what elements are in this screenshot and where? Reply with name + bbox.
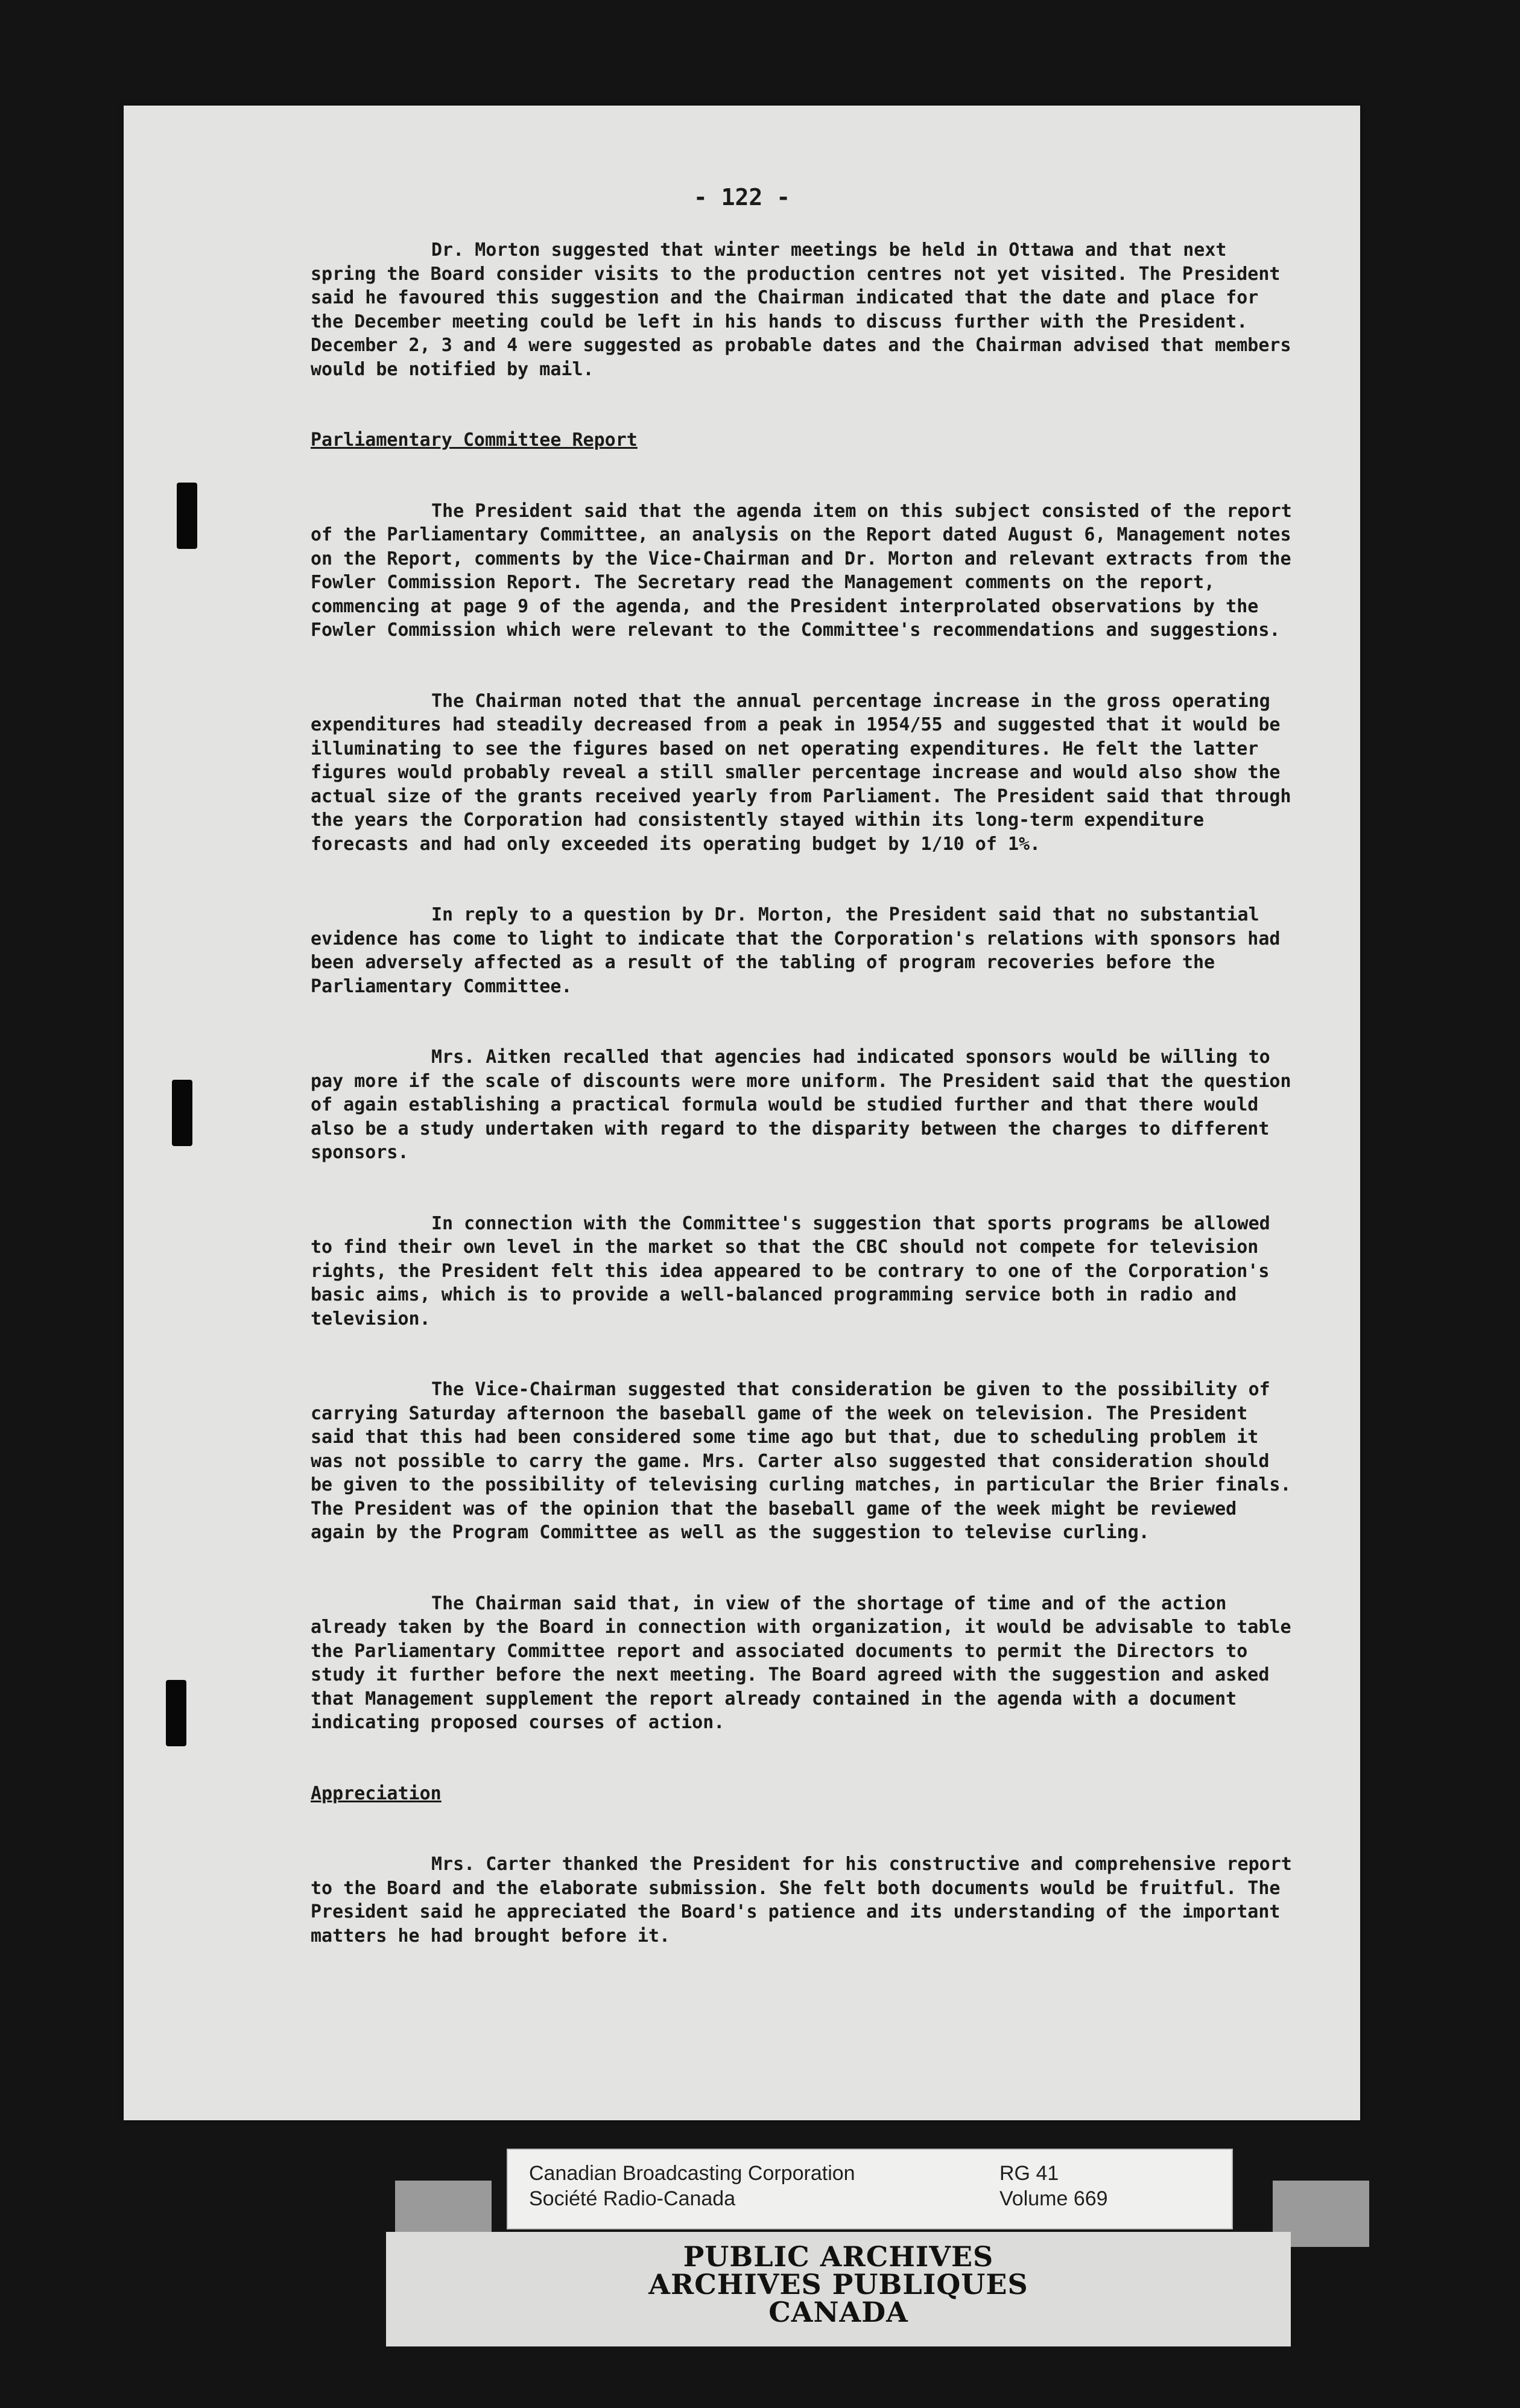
organization-name-en: Canadian Broadcasting Corporation xyxy=(529,2162,855,2185)
paragraph: Dr. Morton suggested that winter meetings be held in Ottawa and that next spring the Board consider visits to the production centres not yet visited. The President said he favoured this suggestion and the Chairman indicated that the date and place for the December meeting could be left in his hands to discuss further with the President. December 2, 3 and 4 were suggested as probable dates and the Chairman advised that members would be notified by mail. xyxy=(311,239,1291,380)
archive-stamp-line: CANADA xyxy=(768,2296,908,2328)
archive-stamp xyxy=(386,2240,1291,2328)
archive-stamp-band xyxy=(386,2232,1291,2346)
paragraph: The Chairman noted that the annual percentage increase in the gross operating expenditures had steadily decreased from a peak in 1954/55 and suggested that it would be illuminating to see the figures based on net operating expenditures. He felt the latter figures would probably reveal a still smaller percentage increase and would also show the actual size of the grants received yearly from Parliament. The President said that through the years the Corporation had consistently stayed within its long-term expenditure forecasts and had only exceeded its operating budget by 1/10 of 1%. xyxy=(311,690,1291,855)
record-group: RG 41 xyxy=(999,2162,1059,2185)
document-body xyxy=(311,238,1300,1995)
page-number: - 122 - xyxy=(693,184,791,211)
section-heading: Parliamentary Committee Report xyxy=(311,429,638,451)
binding-hole-mark xyxy=(172,1080,192,1146)
binding-hole-mark xyxy=(177,483,197,549)
archive-stamp-line: ARCHIVES PUBLIQUES xyxy=(648,2268,1028,2301)
organization-name-fr: Société Radio-Canada xyxy=(529,2187,736,2210)
paragraph: In reply to a question by Dr. Morton, the President said that no substantial evidence has come to light to indicate that the Corporation's relations with sponsors had been adversely affected as a result of the tabling of program recoveries before the Parliamentary Committee. xyxy=(311,904,1281,997)
paragraph: In connection with the Committee's suggestion that sports programs be allowed to find their own level in the market so that the CBC should not compete for television rights, the President felt this idea appeared to be contrary to one of the Corporation's basic aims, which is to provide a well-balanced programming service both in radio and television. xyxy=(311,1212,1270,1329)
paragraph: The Vice-Chairman suggested that consideration be given to the possibility of carrying Saturday afternoon the baseball game of the week on television. The President said that this had been considered some time ago but that, due to scheduling problem it was not possible to carry the game. Mrs. Carter also suggested that consideration should be given to the possibility of televising curling matches, in particular the Brier finals. The President was of the opinion that the baseball game of the week might be reviewed again by the Program Committee as well as the suggestion to televise curling. xyxy=(311,1379,1291,1543)
archive-label-card xyxy=(507,2149,1233,2229)
paragraph: The Chairman said that, in view of the shortage of time and of the action already taken by the Board in connection with organization, it would be advisable to table the Parliamentary Committee report and associated documents to permit the Directors to study it further before the next meeting. The Board agreed with the suggestion and asked that Management supplement the report already contained in the agenda with a document indicating proposed courses of action. xyxy=(311,1592,1291,1733)
paragraph: Mrs. Aitken recalled that agencies had indicated sponsors would be willing to pay more if the scale of discounts were more uniform. The President said that the question of again establishing a practical formula would be studied further and that there would also be a study undertaken with regard to the disparity between the charges to different sponsors. xyxy=(311,1047,1291,1163)
paragraph: The President said that the agenda item on this subject consisted of the report of the Parliamentary Committee, an analysis on the Report dated August 6, Management notes on the Report, comments by the Vice-Chairman and Dr. Morton and relevant extracts from the Fowler Commission Report. The Secretary read the Management comments on the report, commencing at page 9 of the agenda, and the President interprolated observations by the Fowler Commission which were relevant to the Committee's recommendations and suggestions. xyxy=(311,500,1292,641)
archive-stamp-line: PUBLIC ARCHIVES xyxy=(683,2240,994,2273)
paragraph: Mrs. Carter thanked the President for his constructive and comprehensive report to the Board and the elaborate submission. She felt both documents would be fruitful. The President said he appreciated the Board's patience and its understanding of the important matters he had brought before it. xyxy=(311,1854,1292,1947)
binding-hole-mark xyxy=(166,1680,186,1746)
document-page xyxy=(124,106,1360,2120)
section-heading: Appreciation xyxy=(311,1782,442,1804)
volume-number: Volume 669 xyxy=(999,2187,1108,2210)
